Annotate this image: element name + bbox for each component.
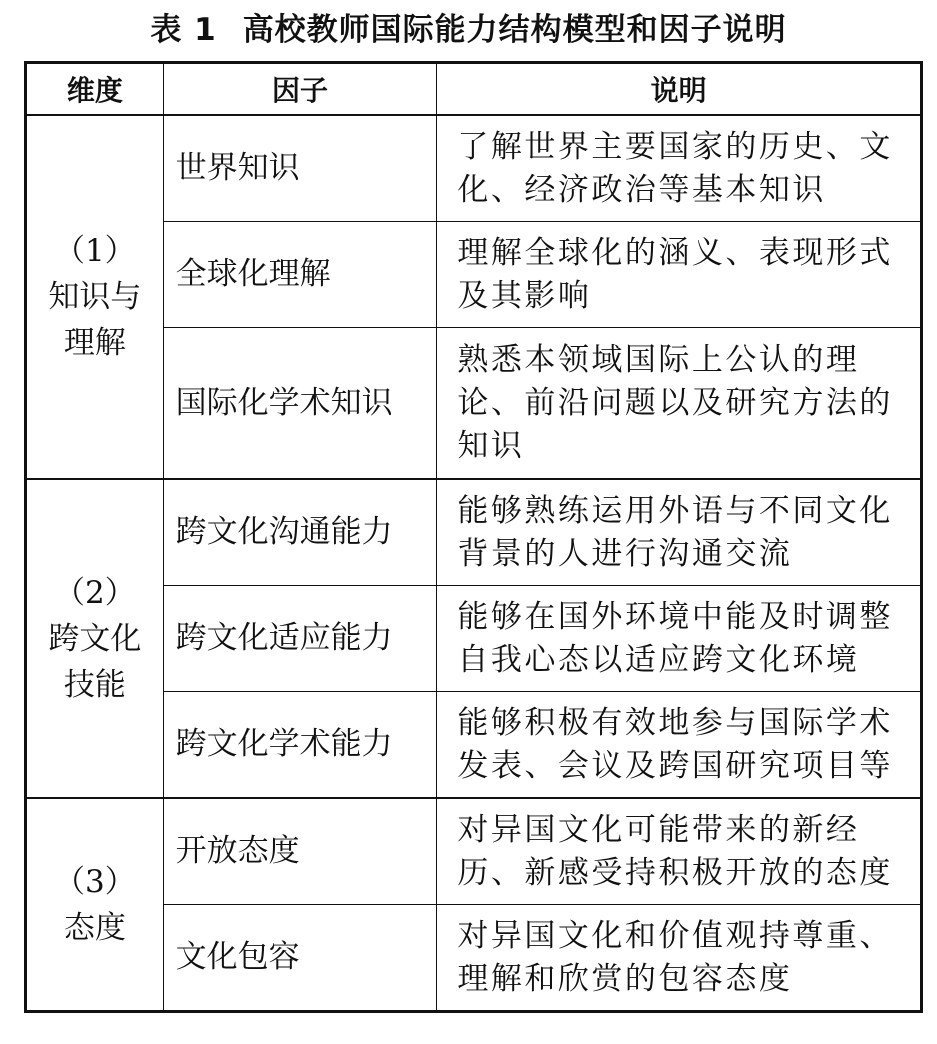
factor-cell: 国际化学术知识 [163,328,437,480]
factor-cell: 跨文化适应能力 [163,586,437,692]
header-dimension: 维度 [26,63,164,116]
table-number: 表 1 [150,12,217,48]
description-cell: 理解全球化的涵义、表现形式及其影响 [437,222,922,328]
table-caption [0,4,937,49]
table-row [26,798,922,905]
factor-cell: 世界知识 [163,115,437,222]
factor-cell: 跨文化沟通能力 [163,479,437,586]
dimension-index: （3） [53,863,136,900]
description-cell: 能够熟练运用外语与不同文化背景的人进行沟通交流 [437,479,922,586]
description-cell: 能够在国外环境中能及时调整自我心态以适应跨文化环境 [437,586,922,692]
table-row [26,479,922,586]
dimension-name-line2: 技能 [63,666,126,703]
factor-cell: 跨文化学术能力 [163,692,437,799]
dimension-name-line2: 理解 [63,325,126,361]
description-cell: 对异国文化可能带来的新经历、新感受持积极开放的态度 [437,798,922,905]
header-factor: 因子 [163,63,437,116]
table-row [26,115,922,222]
capability-model-table [24,61,923,1013]
dimension-name-line1: 知识与 [48,279,142,315]
description-cell: 了解世界主要国家的历史、文化、经济政治等基本知识 [437,115,922,222]
dimension-cell-knowledge [26,115,164,479]
dimension-cell-attitude [26,798,164,1012]
dimension-cell-skills [26,479,164,798]
dimension-index: （1） [53,233,136,269]
description-cell: 能够积极有效地参与国际学术发表、会议及跨国研究项目等 [437,692,922,799]
description-cell: 熟悉本领域国际上公认的理论、前沿问题以及研究方法的知识 [437,328,922,480]
description-cell: 对异国文化和价值观持尊重、理解和欣赏的包容态度 [437,905,922,1012]
factor-cell: 开放态度 [163,798,437,905]
factor-cell: 文化包容 [163,905,437,1012]
dimension-index: （2） [53,574,136,611]
dimension-name-line1: 态度 [63,909,126,946]
header-description: 说明 [437,63,922,116]
table-title: 高校教师国际能力结构模型和因子说明 [242,12,787,48]
factor-cell: 全球化理解 [163,222,437,328]
dimension-name-line1: 跨文化 [48,620,142,657]
header-row [26,63,922,116]
